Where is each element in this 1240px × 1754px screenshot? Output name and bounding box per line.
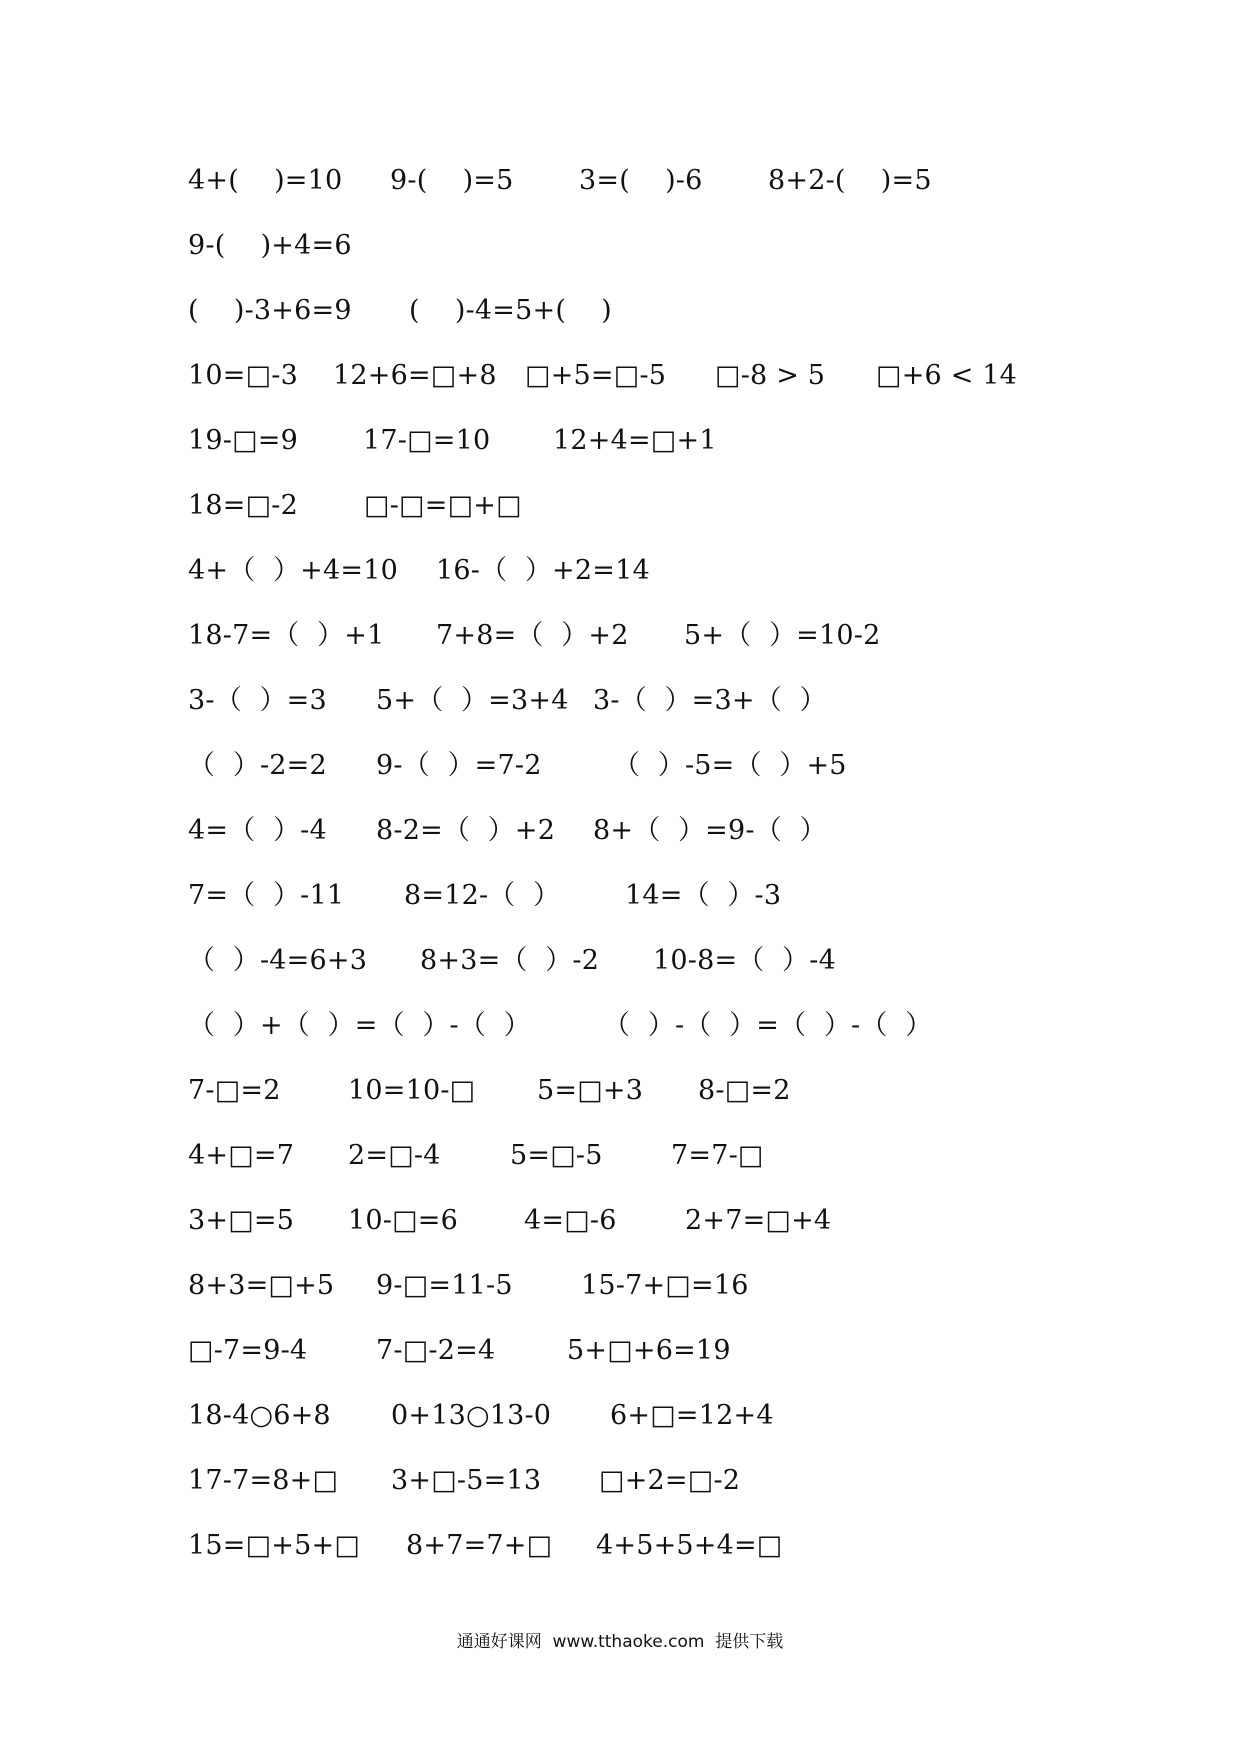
equation: 10=□-3 xyxy=(188,360,298,391)
equation: 4+（ ）+4=10 xyxy=(188,555,398,586)
equation-row xyxy=(188,1071,1188,1111)
equation: 5+□+6=19 xyxy=(567,1335,731,1366)
equation: （ ）-（ ）=（ ）-（ ） xyxy=(603,1010,933,1041)
equation: 9-( )=5 xyxy=(390,165,514,196)
equation-row xyxy=(188,681,1188,721)
equation: 6+□=12+4 xyxy=(610,1400,774,1431)
equation: 9-（ ）=7-2 xyxy=(376,750,542,781)
equation-row xyxy=(188,161,1188,201)
equation: □-□=□+□ xyxy=(364,490,522,521)
equation: 5=□-5 xyxy=(510,1140,603,1171)
equation: 8+（ ）=9-（ ） xyxy=(593,815,827,846)
equation-row xyxy=(188,616,1188,656)
equation: 5+（ ）=3+4 xyxy=(376,685,569,716)
equation: 8-□=2 xyxy=(698,1075,791,1106)
equation: 5=□+3 xyxy=(537,1075,644,1106)
equation: 10=10-□ xyxy=(348,1075,476,1106)
equation: 16-（ ）+2=14 xyxy=(436,555,650,586)
equation: □+6 < 14 xyxy=(876,360,1018,391)
equation-row xyxy=(188,811,1188,851)
equation: 8+3=（ ）-2 xyxy=(420,945,600,976)
equation: 19-□=9 xyxy=(188,425,298,456)
equation-row xyxy=(188,1136,1188,1176)
equation: 4+( )=10 xyxy=(188,165,343,196)
equation: 4=□-6 xyxy=(524,1205,617,1236)
equation: 3-（ ）=3+（ ） xyxy=(593,685,827,716)
equation-row xyxy=(188,746,1188,786)
equation: 9-□=11-5 xyxy=(376,1270,513,1301)
equation-row xyxy=(188,226,1188,266)
equation: 3=( )-6 xyxy=(579,165,703,196)
equation: （ ）-5=（ ）+5 xyxy=(613,750,847,781)
equation: 3+□=5 xyxy=(188,1205,295,1236)
equation: 0+13○13-0 xyxy=(391,1400,552,1431)
equation: 8+7=7+□ xyxy=(406,1530,553,1561)
equation: 4+□=7 xyxy=(188,1140,295,1171)
equation-row xyxy=(188,1461,1188,1501)
equation: 2=□-4 xyxy=(348,1140,441,1171)
equation: （ ）+（ ）=（ ）-（ ） xyxy=(188,1010,531,1041)
equation: 8-2=（ ）+2 xyxy=(376,815,556,846)
equation-row xyxy=(188,1266,1188,1306)
equation: 5+（ ）=10-2 xyxy=(684,620,881,651)
equation: 8+2-( )=5 xyxy=(768,165,932,196)
equation: 12+4=□+1 xyxy=(553,425,717,456)
equation: （ ）-2=2 xyxy=(188,750,327,781)
equation-row xyxy=(188,1006,1188,1046)
equation: 10-□=6 xyxy=(348,1205,458,1236)
equation: 7-□=2 xyxy=(188,1075,281,1106)
equation: 3+□-5=13 xyxy=(391,1465,542,1496)
equation: □-7=9-4 xyxy=(188,1335,308,1366)
equation: 7+8=（ ）+2 xyxy=(436,620,629,651)
equation: 2+7=□+4 xyxy=(685,1205,832,1236)
equation: 12+6=□+8 xyxy=(333,360,497,391)
equation-row xyxy=(188,1201,1188,1241)
equation-row xyxy=(188,486,1188,526)
equation: 17-□=10 xyxy=(363,425,491,456)
equation: □-8 > 5 xyxy=(715,360,826,391)
equation-row xyxy=(188,291,1188,331)
equation: 18-4○6+8 xyxy=(188,1400,331,1431)
equation-row xyxy=(188,551,1188,591)
equation: 8+3=□+5 xyxy=(188,1270,335,1301)
equation: 17-7=8+□ xyxy=(188,1465,339,1496)
equation: □+2=□-2 xyxy=(599,1465,741,1496)
equation: 15-7+□=16 xyxy=(581,1270,749,1301)
equation-row xyxy=(188,421,1188,461)
footer-source-note: 通通好课网 www.tthaoke.com 提供下载 xyxy=(456,1632,784,1652)
equation: 18=□-2 xyxy=(188,490,298,521)
equation: 3-（ ）=3 xyxy=(188,685,327,716)
equation-row xyxy=(188,1396,1188,1436)
equation: □+5=□-5 xyxy=(525,360,667,391)
equation: 14=（ ）-3 xyxy=(625,880,782,911)
equation: 7-□-2=4 xyxy=(376,1335,496,1366)
equation-row xyxy=(188,1331,1188,1371)
equation: 10-8=（ ）-4 xyxy=(653,945,836,976)
equation: 4=（ ）-4 xyxy=(188,815,327,846)
equation: 9-( )+4=6 xyxy=(188,230,352,261)
equation-row xyxy=(188,1526,1188,1566)
equation: 4+5+5+4=□ xyxy=(596,1530,783,1561)
equation: （ ）-4=6+3 xyxy=(188,945,368,976)
equation: 7=7-□ xyxy=(671,1140,764,1171)
equation: ( )-3+6=9 xyxy=(188,295,352,326)
equation: 7=（ ）-11 xyxy=(188,880,345,911)
equation: 8=12-（ ） xyxy=(404,880,561,911)
equation-row xyxy=(188,941,1188,981)
equation-row xyxy=(188,876,1188,916)
equation-row xyxy=(188,356,1188,396)
equation: 15=□+5+□ xyxy=(188,1530,361,1561)
equation: 18-7=（ ）+1 xyxy=(188,620,385,651)
equation: ( )-4=5+( ) xyxy=(409,295,612,326)
